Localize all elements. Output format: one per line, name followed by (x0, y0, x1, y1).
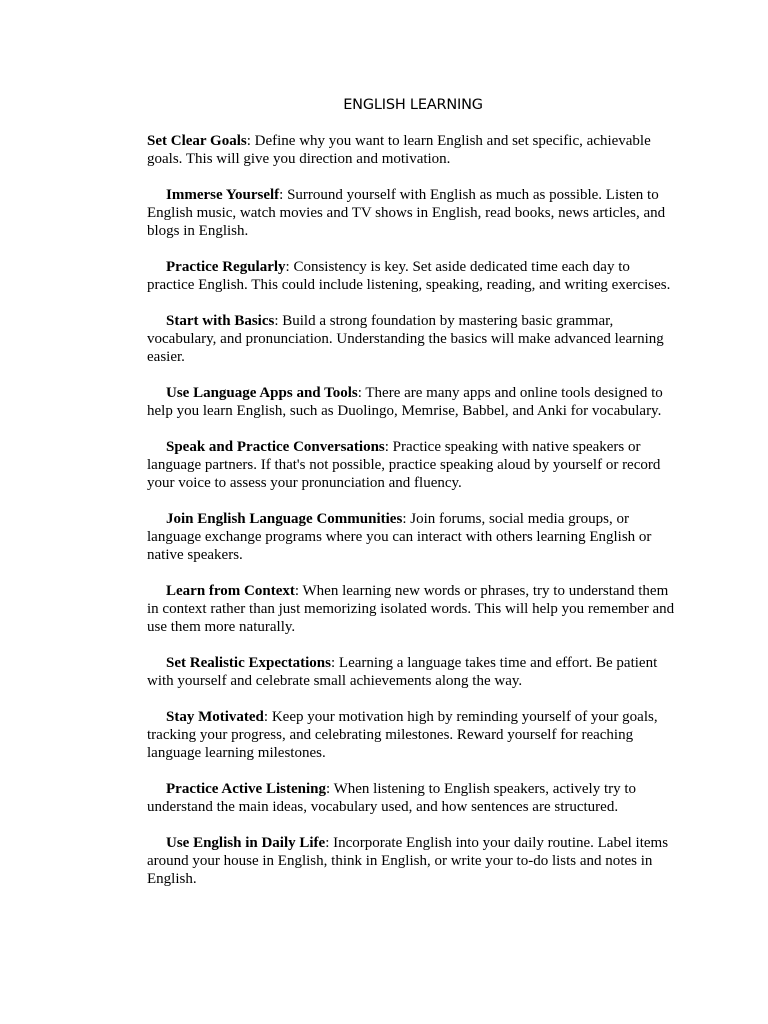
paragraph-heading: Set Realistic Expectations (166, 655, 331, 671)
paragraph-heading: Learn from Context (166, 583, 295, 599)
paragraph-heading: Set Clear Goals (147, 133, 247, 149)
paragraph-text: : Practice speaking with native speakers or language partners. If that's not possible, practice speaking aloud by yourself or record your voice to assess your pronunciation and fluency. (147, 439, 661, 491)
paragraph-start-with-basics (147, 312, 679, 366)
paragraph-text: : Define why you want to learn English and set specific, achievable goals. This will give you direction and motivation. (147, 133, 651, 167)
document-title: ENGLISH LEARNING (343, 97, 483, 113)
paragraph-text: : Join forums, social media groups, or language exchange programs where you can interact with others learning English or native speakers. (147, 511, 652, 563)
paragraph-text: : Incorporate English into your daily routine. Label items around your house in English, think in English, or write your to-do lists and notes in English. (147, 835, 669, 887)
paragraph-text: : Keep your motivation high by reminding yourself of your goals, tracking your progress, and celebrating milestones. Reward yourself for reaching language learning milestones. (147, 709, 658, 761)
paragraph-stay-motivated (147, 708, 679, 762)
paragraph-heading: Join English Language Communities (166, 511, 403, 527)
paragraph-heading: Start with Basics (166, 313, 275, 329)
paragraph-daily-life (147, 834, 679, 888)
paragraph-immerse-yourself (147, 186, 679, 240)
paragraph-heading: Speak and Practice Conversations (166, 439, 385, 455)
paragraph-text: : Build a strong foundation by mastering basic grammar, vocabulary, and pronunciation. Understanding the basics will make advanced learning easier. (147, 313, 664, 365)
paragraph-realistic-expectations (147, 654, 679, 690)
paragraph-language-apps (147, 384, 679, 420)
paragraph-speak-practice (147, 438, 679, 492)
paragraph-text: : Learning a language takes time and effort. Be patient with yourself and celebrate small achievements along the way. (147, 655, 658, 689)
paragraph-text: : When listening to English speakers, actively try to understand the main ideas, vocabulary used, and how sentences are structured. (147, 781, 637, 815)
paragraph-text: : Consistency is key. Set aside dedicated time each day to practice English. This could include listening, speaking, reading, and writing exercises. (147, 259, 671, 293)
paragraph-text: : When learning new words or phrases, try to understand them in context rather than just memorizing isolated words. This will help you remember and use them more naturally. (147, 583, 675, 635)
paragraph-join-communities (147, 510, 679, 564)
paragraph-heading: Use English in Daily Life (166, 835, 326, 851)
paragraph-heading: Stay Motivated (166, 709, 264, 725)
paragraph-active-listening (147, 780, 679, 816)
paragraph-heading: Practice Regularly (166, 259, 286, 275)
document-page (147, 94, 679, 906)
paragraph-heading: Use Language Apps and Tools (166, 385, 358, 401)
paragraph-heading: Practice Active Listening (166, 781, 326, 797)
paragraph-heading: Immerse Yourself (166, 187, 280, 203)
paragraph-text: : Surround yourself with English as much as possible. Listen to English music, watch movies and TV shows in English, read books, news articles, and blogs in English. (147, 187, 666, 239)
paragraph-learn-from-context (147, 582, 679, 636)
paragraph-practice-regularly (147, 258, 679, 294)
paragraph-text: : There are many apps and online tools designed to help you learn English, such as Duolingo, Memrise, Babbel, and Anki for vocabulary. (147, 385, 663, 419)
paragraph-set-clear-goals (147, 132, 679, 168)
